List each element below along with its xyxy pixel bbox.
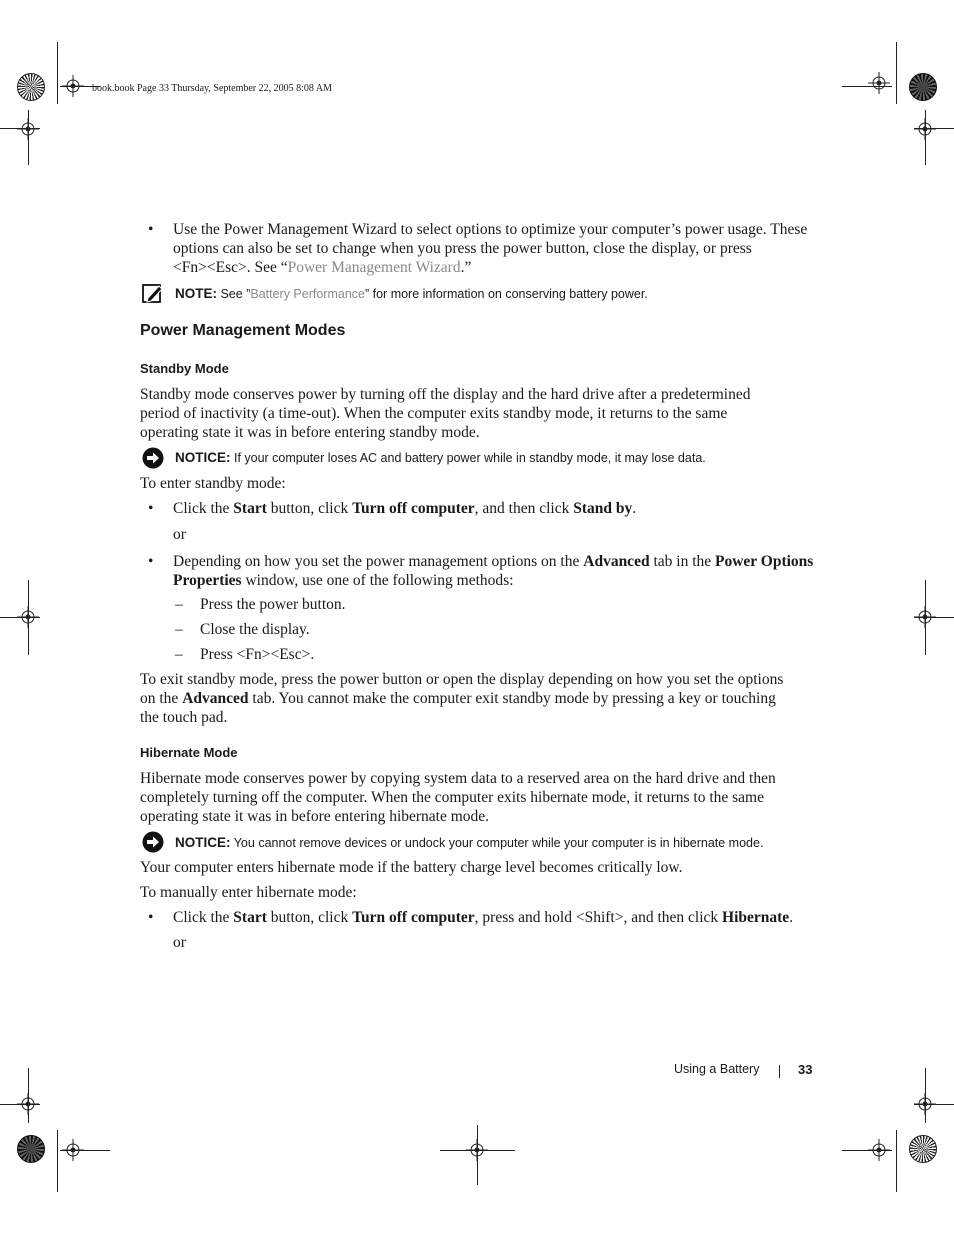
registration-mark-icon [868,1139,890,1161]
note-label: NOTE: [175,286,217,301]
crop-line [57,42,58,104]
crop-line [896,1130,897,1192]
text-run: <Fn><Esc>. See “ [173,259,288,276]
standby-notice [175,450,706,466]
power-management-wizard-link[interactable]: Power Management Wizard [287,259,461,276]
ui-term: Turn off computer [352,909,475,926]
text-line: options can also be set to change when you press the power button, close the display, or press [173,240,752,257]
text-run: .” [460,259,472,276]
notice-label: NOTICE: [175,835,231,850]
text-run: . [632,500,637,517]
text-line: operating state it was in before entering hibernate mode. [140,808,490,825]
footer-chapter-label: Using a Battery [674,1062,760,1076]
crop-line [896,42,897,104]
print-header-stamp: book.book Page 33 Thursday, September 22, 2005 8:08 AM [92,83,332,94]
bullet-marker: • [148,553,154,570]
text-line: Use the Power Management Wizard to select options to optimize your computer’s power usage. These [173,221,808,238]
bullet-text [173,499,818,518]
intro-bullet-text [173,220,818,277]
text-run: . [789,909,794,926]
text-line: Hibernate mode conserves power by copying system data to a reserved area on the hard drive and then [140,770,776,787]
dash-marker: – [175,621,183,638]
standby-heading: Standby Mode [140,361,229,376]
text-line [173,571,818,590]
ui-term: Start [233,500,267,517]
hibernate-heading: Hibernate Mode [140,745,238,760]
text-run: , and then click [474,500,574,517]
page-number: 33 [798,1062,813,1077]
color-rosette [17,73,45,101]
standby-exit [140,670,820,727]
ui-term: Advanced [182,690,249,707]
bullet-text [173,552,818,590]
registration-mark-icon [17,118,39,140]
dash-marker: – [175,596,183,613]
ui-term: Power Options [715,553,814,570]
or-text: or [173,526,186,543]
text-line: the touch pad. [140,709,228,726]
section-title: Power Management Modes [140,322,346,339]
color-rosette [909,73,937,101]
ui-term: Properties [173,572,242,589]
registration-mark-icon [914,606,936,628]
registration-mark-icon [62,75,84,97]
registration-mark-icon [914,118,936,140]
footer-divider [779,1065,780,1078]
bullet-marker: • [148,909,154,926]
standby-enter-intro: To enter standby mode: [140,475,286,492]
text-run: , press and hold <Shift>, and then click [474,909,723,926]
ui-term: Hibernate [722,909,790,926]
registration-mark-icon [62,1139,84,1161]
text-line: To exit standby mode, press the power button or open the display depending on how you set the options [140,671,784,688]
text-run: on the [140,690,183,707]
bullet-text [173,908,818,927]
text-run: Click the [173,500,234,517]
notice-label: NOTICE: [175,450,231,465]
hibernate-enter-intro: To manually enter hibernate mode: [140,884,357,901]
crop-line [57,1130,58,1192]
dash-item: Close the display. [200,621,310,638]
text-run: See ” [217,287,251,301]
ui-term: Turn off computer [352,500,475,517]
registration-mark-icon [868,72,890,94]
hibernate-notice [175,835,763,851]
note-callout [175,286,648,302]
dash-marker: – [175,646,183,663]
dash-item: Press <Fn><Esc>. [200,646,315,663]
text-run: Click the [173,909,234,926]
battery-performance-link[interactable]: Battery Performance [250,287,365,301]
registration-mark-icon [17,1093,39,1115]
pencil-note-icon [142,283,164,305]
dash-item: Press the power button. [200,596,346,613]
arrow-notice-icon [142,447,164,469]
text-run: button, click [266,909,353,926]
ui-term: Stand by [573,500,633,517]
bullet-marker: • [148,221,154,238]
text-run: window, use one of the following methods: [241,572,514,589]
text-run: ” for more information on conserving battery power. [365,287,648,301]
text-line: Standby mode conserves power by turning off the display and the hard drive after a predetermined [140,386,751,403]
text-run: button, click [266,500,353,517]
text-run: Depending on how you set the power management options on the [173,553,584,570]
text-line: completely turning off the computer. When the computer exits hibernate mode, it returns to the same [140,789,764,806]
text-run: tab. You cannot make the computer exit standby mode by pressing a key or touching [248,690,776,707]
ui-term: Start [233,909,267,926]
text-run: If your computer loses AC and battery power while in standby mode, it may lose data. [230,451,706,465]
hibernate-description [140,769,820,826]
registration-mark-icon [466,1139,488,1161]
ui-term: Advanced [583,553,650,570]
standby-description [140,385,820,442]
text-line: operating state it was in before entering standby mode. [140,424,480,441]
text-line [140,689,820,708]
text-line: period of inactivity (a time-out). When the computer exits standby mode, it returns to the same [140,405,728,422]
color-rosette [17,1135,45,1163]
text-run: You cannot remove devices or undock your computer while your computer is in hibernate mode. [230,836,764,850]
registration-mark-icon [914,1093,936,1115]
hibernate-auto: Your computer enters hibernate mode if the battery charge level becomes critically low. [140,859,683,876]
or-text: or [173,934,186,951]
arrow-notice-icon [142,831,164,853]
text-line [173,258,818,277]
text-run: tab in the [649,553,716,570]
bullet-marker: • [148,500,154,517]
color-rosette [909,1135,937,1163]
text-line [173,552,818,571]
registration-mark-icon [17,606,39,628]
